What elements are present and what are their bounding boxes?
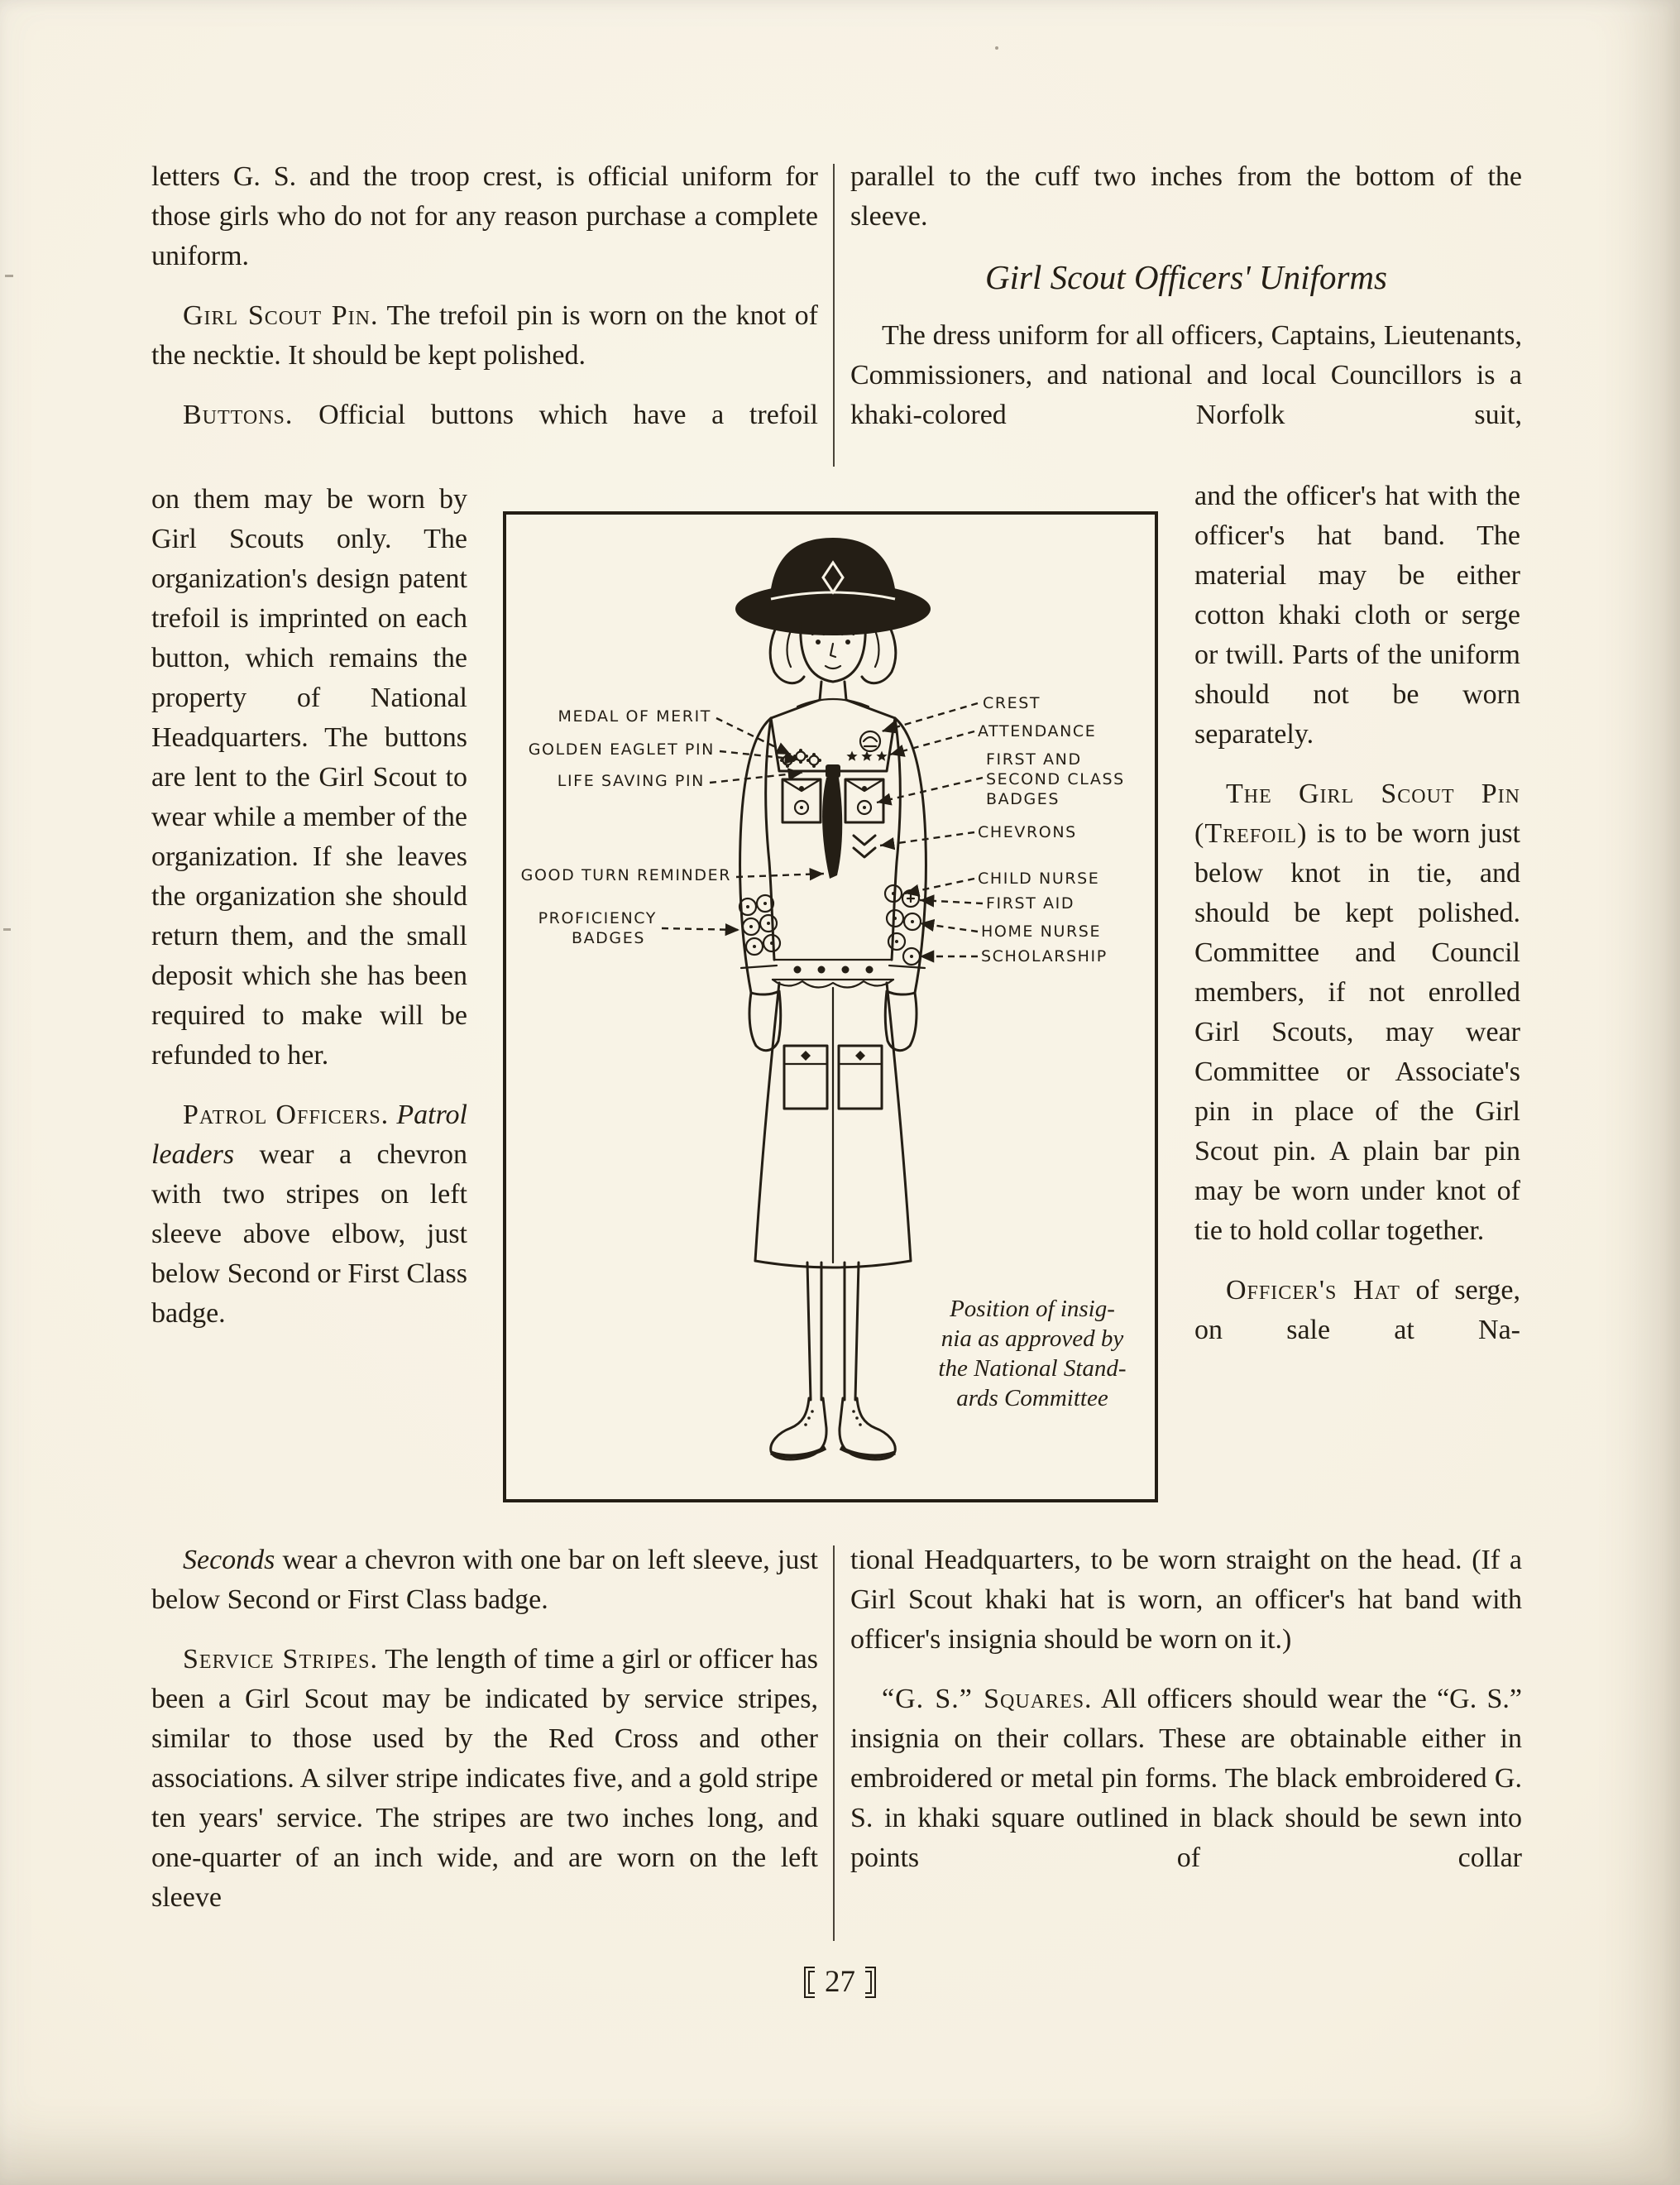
- paragraph-buttons-start: [151, 395, 818, 435]
- pin-petal: [786, 764, 789, 768]
- left-column-narrow: [151, 480, 467, 1334]
- paragraph-text: The trefoil pin is worn on the knot of the necktie. It should be kept polished.: [151, 300, 818, 371]
- label-good-turn-reminder: GOOD TURN REMINDER: [520, 866, 731, 884]
- leader-first-second-class: [877, 778, 983, 803]
- leader-home-nurse: [920, 923, 978, 932]
- pin-petal: [793, 755, 797, 758]
- pin-petal: [805, 755, 808, 758]
- column-divider-top: [833, 164, 835, 467]
- label-first-and: FIRST AND: [986, 750, 1082, 769]
- paragraph-text-italic: Patrol leaders: [151, 1100, 467, 1170]
- waist-button: [794, 966, 802, 974]
- pin-petal: [780, 759, 783, 762]
- hair-wave: [875, 630, 879, 667]
- scout-shoes: [771, 1398, 896, 1459]
- scan-artifact: [995, 46, 998, 50]
- badge-dot: [893, 917, 897, 920]
- lead-girl-scout-pin: Girl Scout Pin.: [183, 300, 379, 331]
- badge-dot: [767, 922, 770, 925]
- lace-dot: [807, 1416, 811, 1420]
- scout-legs: [807, 1263, 859, 1400]
- leader-attendance: [890, 731, 974, 755]
- pin-rosette: [797, 752, 806, 761]
- skirt-left: [755, 983, 779, 1261]
- leader-good-turn-reminder: [736, 874, 824, 877]
- leader-child-nurse: [905, 879, 974, 894]
- crest-emblem: [860, 731, 880, 751]
- label-scholarship: SCHOLARSHIP: [981, 947, 1108, 966]
- label-home-nurse: HOME NURSE: [981, 922, 1102, 941]
- eye-right: [845, 640, 850, 644]
- label-chevrons: CHEVRONS: [978, 823, 1077, 841]
- crest-detail: [864, 737, 877, 746]
- paragraph-text-italic: Seconds: [183, 1545, 275, 1575]
- paragraph-dress-uniform-start: [850, 316, 1522, 435]
- lead-buttons: Buttons.: [183, 400, 294, 430]
- label-badges: BADGES: [986, 790, 1060, 808]
- scout-tie: [822, 764, 842, 879]
- pocket-button: [799, 786, 804, 791]
- pin-petal: [812, 764, 816, 768]
- scout-collar: [771, 699, 895, 771]
- paragraph-gs-squares: [850, 1679, 1522, 1878]
- leader-first-aid: [920, 900, 983, 903]
- paragraph-text: parallel to the cuff two inches from the bottom of the sleeve.: [850, 161, 1522, 232]
- paragraph-continuation: [151, 157, 818, 276]
- waist-button: [842, 966, 850, 974]
- label-first-aid: FIRST AID: [986, 894, 1075, 913]
- star-icon: [861, 751, 872, 761]
- lace-dot: [852, 1410, 855, 1413]
- page-number: [0, 1962, 1680, 2002]
- waist-button: [818, 966, 826, 974]
- hair-wave: [787, 630, 792, 667]
- label-second-class: SECOND CLASS: [986, 770, 1125, 788]
- column-divider-bottom: [833, 1545, 835, 1941]
- shoe-right-sole: [840, 1448, 895, 1456]
- leg-right: [845, 1263, 859, 1400]
- badge-dot: [770, 942, 773, 945]
- shoe-left-sole: [771, 1448, 826, 1456]
- label-golden-eaglet-pin: GOLDEN EAGLET PIN: [528, 740, 715, 759]
- pin-petal: [799, 760, 802, 764]
- leader-crest: [882, 703, 978, 731]
- scout-hat: [735, 538, 931, 635]
- sleeve-badges-right: [885, 885, 921, 965]
- paragraph-seconds: [151, 1541, 818, 1620]
- first-aid-cross: [907, 895, 914, 902]
- lace-dot: [804, 1423, 807, 1426]
- star-icon: [846, 751, 857, 761]
- paragraph-text: The dress uniform for all officers, Captains, Lieutenants, Commissioners, and national and local Councillors is a khaki-colored Norfolk suit,: [850, 320, 1522, 430]
- paragraph-text: of serge, on sale at Na-: [1194, 1275, 1520, 1345]
- label-medal-of-merit: MEDAL OF MERIT: [558, 707, 711, 726]
- paragraph-text: All officers should wear the “G. S.” insignia on their collars. These are obtainable either in embroidered or metal pin forms. The black embroidered G. S. in khaki square outlined in black should be sewn into points of collar: [850, 1684, 1522, 1873]
- caption-line: Position of insig-: [950, 1296, 1115, 1322]
- paragraph-dress-uniform-wrap: [1194, 477, 1520, 755]
- star-icon: [876, 751, 887, 761]
- waistband-lines: [773, 960, 893, 980]
- paragraph-text: tional Headquarters, to be worn straight on the head. (If a Girl Scout khaki hat is worn, an officer's hat band with officer's insignia should be worn on it.): [850, 1545, 1522, 1655]
- leader-chevrons: [880, 832, 974, 846]
- paragraph-buttons-wrap: [151, 480, 467, 1076]
- paragraph-text: Official buttons which have a trefoil: [293, 400, 818, 430]
- pin-rosette: [783, 756, 792, 765]
- lead-patrol-officers: Patrol Officers.: [183, 1100, 390, 1130]
- right-column-bottom: [850, 1541, 1522, 1878]
- lace-dot: [855, 1416, 859, 1420]
- badge-dot: [763, 902, 767, 905]
- badge-dot: [749, 925, 753, 928]
- tie-tail: [822, 778, 842, 879]
- paragraph-text: wear a chevron with two stripes on left sleeve above elbow, just below Second or First Class badge.: [151, 1139, 467, 1329]
- pocket-button: [862, 786, 867, 791]
- waist-button: [866, 966, 874, 974]
- paragraph-text: and the officer's hat with the officer's hat band. The material may be either cotton khaki cloth or serge or twill. Parts of the uniform should not be worn separately.: [1194, 481, 1520, 750]
- leg-left: [807, 1263, 821, 1400]
- leader-life-saving-pin: [710, 773, 802, 783]
- caption-line: nia as approved by: [941, 1325, 1124, 1352]
- blouse-hem: [773, 980, 893, 988]
- skirt-right: [887, 983, 911, 1261]
- pin-petal: [799, 749, 802, 752]
- insignia-pins: [780, 749, 821, 768]
- pin-petal: [806, 759, 810, 762]
- paragraph-text: on them may be worn by Girl Scouts only. The organization's design patent trefoil is imprinted on each button, which remains the property of National Headquarters. The buttons are lent to the Girl Scout to wear while a member of the organization. If she leaves the organization she should return them, and the small deposit which she has been required to make will be refunded to her.: [151, 484, 467, 1071]
- paragraph-text: The length of time a girl or officer has been a Girl Scout may be indicated by service stripes, similar to those used by the Red Cross and other associations. A silver stripe indicates five, and a gold stripe ten years' service. The stripes are two inches long, and one-quarter of an inch wide, and are worn on the left sleeve: [151, 1644, 818, 1913]
- lead-girl-scout-pin-trefoil: The Girl Scout Pin (Trefoil): [1194, 779, 1520, 849]
- badge-dot: [746, 905, 749, 908]
- badge-dot: [895, 940, 898, 943]
- tie-knot: [826, 764, 840, 778]
- right-column-narrow: [1194, 477, 1520, 1350]
- section-heading: Girl Scout Officers' Uniforms: [985, 258, 1387, 296]
- pin-petal: [786, 753, 789, 756]
- scout-skirt: [755, 983, 911, 1267]
- eye-left: [816, 640, 821, 644]
- caption-line: ards Committee: [956, 1385, 1108, 1411]
- left-column-bottom: [151, 1541, 818, 1918]
- paragraph-trefoil-pin: [1194, 774, 1520, 1251]
- leader-proficiency-badges: [662, 928, 739, 930]
- lace-dot: [859, 1423, 862, 1426]
- skirt-pocket-button: [801, 1051, 811, 1061]
- badge-dot: [800, 806, 803, 809]
- lead-service-stripes: Service Stripes.: [183, 1644, 378, 1675]
- badge-dot: [863, 806, 866, 809]
- badge-dot: [892, 892, 895, 895]
- paragraph-girl-scout-pin: [151, 296, 818, 376]
- badge-dot: [753, 945, 756, 948]
- label-proficiency: PROFICIENCY: [538, 909, 657, 927]
- paragraph-service-stripes: [151, 1640, 818, 1918]
- badge-dot: [911, 920, 914, 923]
- page-number-value: 27: [825, 1965, 855, 1999]
- caption-line: the National Stand-: [938, 1355, 1127, 1382]
- scan-artifact: [5, 275, 13, 277]
- lead-officers-hat: Officer's Hat: [1226, 1275, 1400, 1306]
- paragraph-officers-hat-wrap: [850, 1541, 1522, 1660]
- mouth: [826, 666, 840, 668]
- pin-petal: [812, 753, 816, 756]
- right-column-top: [850, 157, 1522, 435]
- left-column-top: [151, 157, 818, 435]
- pin-petal: [818, 759, 821, 762]
- lace-dot: [811, 1410, 814, 1413]
- nose: [830, 644, 835, 657]
- paragraph-text: wear a chevron with one bar on left sleeve, just below Second or First Class badge.: [151, 1545, 818, 1615]
- figure-caption: [920, 1294, 1145, 1413]
- paragraph-officers-hat-start: [1194, 1271, 1520, 1350]
- paragraph-text: is to be worn just below knot in tie, and should be kept polished. Committee and Council members, if not enrolled Girl Scouts, may wear Committee or Associate's pin in place of the Girl Scout pin. A plain bar pin may be worn under knot of tie to hold collar together.: [1194, 818, 1520, 1246]
- waistband: [773, 960, 893, 988]
- pin-rosette: [810, 756, 819, 765]
- chevron-stripes: [854, 836, 875, 857]
- lead-gs-squares: “G. S.” Squares.: [882, 1684, 1093, 1714]
- uniform-illustration: [503, 511, 1158, 1502]
- attendance-stars: [846, 751, 887, 761]
- label-crest: CREST: [983, 694, 1041, 712]
- label-attendance: ATTENDANCE: [978, 722, 1097, 740]
- label-life-saving-pin: LIFE SAVING PIN: [557, 772, 705, 790]
- paragraph-text: letters G. S. and the troop crest, is official uniform for those girls who do not for any reason purchase a complete uniform.: [151, 161, 818, 271]
- scan-artifact: [3, 928, 11, 931]
- skirt-pocket-button: [855, 1051, 865, 1061]
- neck: [820, 682, 846, 700]
- label-proficiency-badges: BADGES: [571, 929, 645, 947]
- label-child-nurse: CHILD NURSE: [978, 870, 1100, 888]
- page-number-bracket-left: [804, 1967, 815, 1998]
- badge-dot: [910, 955, 913, 958]
- paragraph-continuation: [850, 157, 1522, 237]
- paragraph-patrol-officers: [151, 1095, 467, 1334]
- page-number-bracket-right: [865, 1967, 876, 1998]
